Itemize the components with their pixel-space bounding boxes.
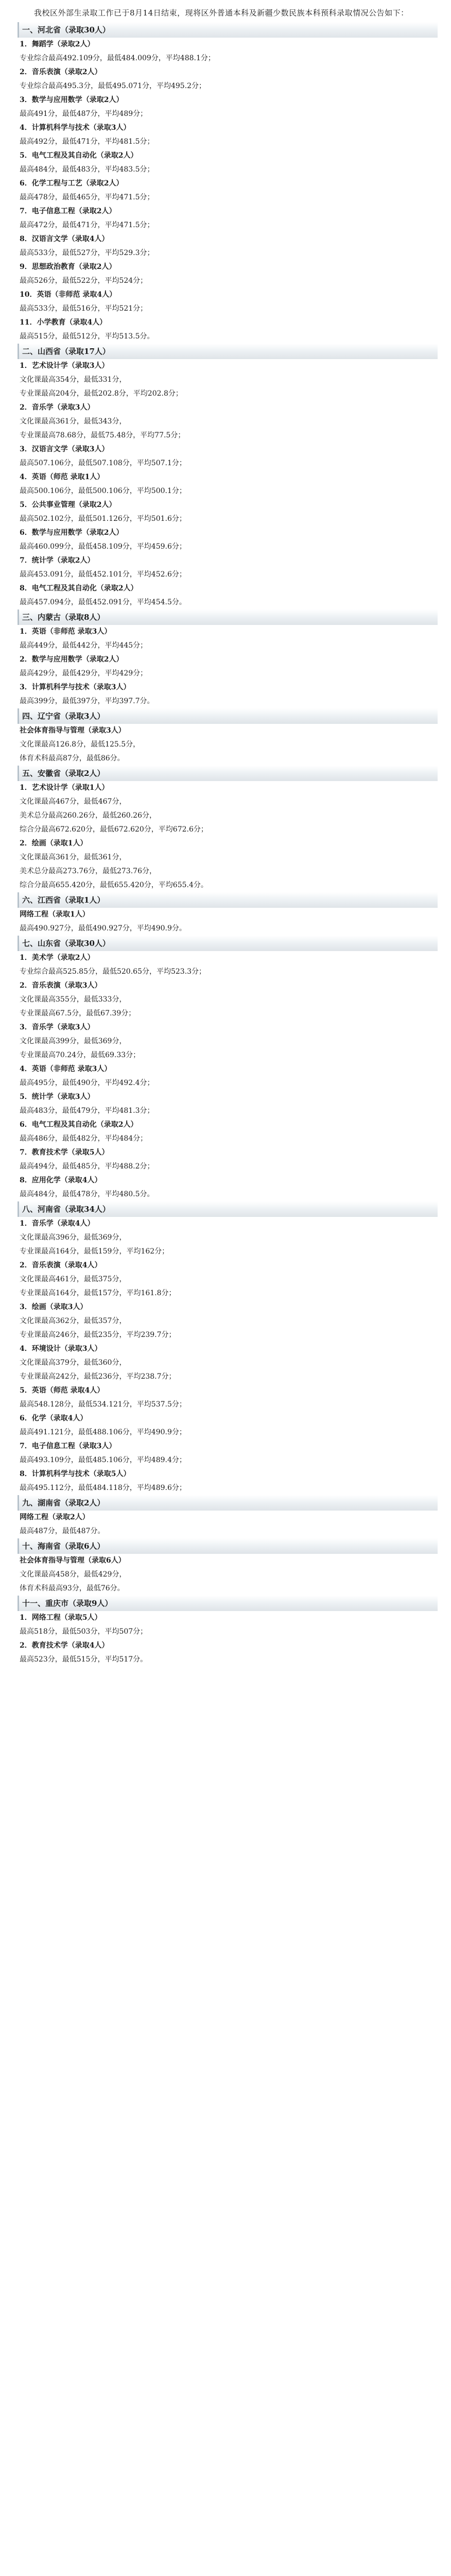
major-title: 8．汉语言文学（录取4人）	[20, 235, 109, 243]
major-title: 5．统计学（录取3人）	[20, 1093, 95, 1101]
score-line: 最高490.927分，最低490.927分，平均490.9分。	[20, 924, 186, 933]
score-line: 最高518分，最低503分，平均507分；	[20, 1628, 148, 1636]
score-line: 专业综合最高525.85分，最低520.65分，平均523.3分；	[20, 968, 206, 976]
major-title: 7．统计学（录取2人）	[20, 556, 95, 565]
major-title: 1．网络工程（录取5人）	[20, 1614, 102, 1622]
score-line: 最高495分，最低490分，平均492.4分；	[20, 1079, 154, 1087]
score-line: 文化课最高458分，最低429分，	[20, 1570, 127, 1579]
major-title: 8．应用化学（录取4人）	[20, 1176, 102, 1184]
major-title: 10．英语（非师范 录取4人）	[20, 291, 117, 299]
major-title: 1．英语（非师范 录取3人）	[20, 628, 112, 636]
score-line: 最高533分，最低516分，平均521分；	[20, 304, 148, 313]
score-line: 美术总分最高260.26分，最低260.26分，	[20, 811, 157, 820]
score-line: 专业综合最高495.3分，最低495.071分，平均495.2分；	[20, 82, 206, 90]
score-line: 专业综合最高492.109分，最低484.009分，平均488.1分；	[20, 54, 215, 62]
major-title: 9．思想政治教育（录取2人）	[20, 263, 116, 271]
score-line: 最高494分，最低485分，平均488.2分；	[20, 1162, 154, 1171]
major-title: 网络工程（录取2人）	[20, 1513, 90, 1521]
score-line: 文化课最高361分，最低361分，	[20, 853, 127, 861]
score-line: 最高429分，最低429分，平均429分；	[20, 669, 148, 677]
major-title: 11．小学教育（录取4人）	[20, 318, 107, 327]
major-title: 6．电气工程及其自动化（录取2人）	[20, 1121, 138, 1129]
score-line: 最高492分，最低471分，平均481.5分；	[20, 138, 154, 146]
score-line: 最高457.094分，最低452.091分，平均454.5分。	[20, 598, 186, 606]
major-title: 8．计算机科学与技术（录取5人）	[20, 1470, 131, 1478]
major-title: 2．音乐学（录取3人）	[20, 403, 95, 412]
major-title: 6．化学（录取4人）	[20, 1414, 88, 1422]
score-line: 最高484分，最低483分，平均483.5分；	[20, 165, 154, 174]
major-title: 7．教育技术学（录取5人）	[20, 1148, 109, 1157]
major-title: 5．电气工程及其自动化（录取2人）	[20, 151, 138, 160]
score-line: 综合分最高655.420分，最低655.420分，平均655.4分。	[20, 881, 208, 889]
score-line: 专业课最高242分，最低236分，平均238.7分；	[20, 1372, 176, 1381]
major-title: 社会体育指导与管理（录取6人）	[20, 1556, 126, 1565]
score-line: 体育术科最高93分，最低76分。	[20, 1584, 125, 1592]
province-heading: 六、江西省（录取1人）	[18, 892, 438, 908]
score-line: 文化课最高467分，最低467分，	[20, 798, 127, 806]
score-line: 最高487分，最低487分。	[20, 1527, 105, 1535]
major-title: 3．汉语言文学（录取3人）	[20, 445, 109, 453]
score-line: 最高548.128分，最低534.121分，平均537.5分；	[20, 1400, 186, 1409]
major-title: 6．数学与应用数学（录取2人）	[20, 529, 124, 537]
major-title: 2．数学与应用数学（录取2人）	[20, 655, 124, 664]
major-title: 7．电子信息工程（录取2人）	[20, 207, 116, 215]
score-line: 最高460.099分，最低458.109分，平均459.6分；	[20, 543, 186, 551]
score-line: 文化课最高396分，最低369分，	[20, 1233, 127, 1242]
score-line: 最高507.106分，最低507.108分，平均507.1分；	[20, 459, 186, 467]
score-line: 最高523分，最低515分，平均517分。	[20, 1655, 148, 1664]
major-title: 1．音乐学（录取4人）	[20, 1219, 95, 1228]
score-line: 最高500.106分，最低500.106分，平均500.1分；	[20, 487, 186, 495]
major-title: 2．教育技术学（录取4人）	[20, 1641, 109, 1650]
major-title: 3．计算机科学与技术（录取3人）	[20, 683, 131, 691]
province-heading: 一、河北省（录取30人）	[18, 22, 438, 38]
score-line: 文化课最高399分，最低369分，	[20, 1037, 127, 1045]
admission-list	[18, 22, 438, 1667]
score-line: 最高526分，最低522分，平均524分；	[20, 277, 148, 285]
score-line: 专业课最高78.68分，最低75.48分，平均77.5分；	[20, 431, 185, 439]
province-heading: 三、内蒙古（录取8人）	[18, 609, 438, 625]
province-heading: 二、山西省（录取17人）	[18, 344, 438, 359]
major-title: 4．环境设计（录取3人）	[20, 1345, 102, 1353]
score-line: 文化课最高355分，最低333分，	[20, 995, 127, 1004]
major-title: 2．音乐表演（录取3人）	[20, 981, 102, 990]
major-title: 网络工程（录取1人）	[20, 910, 90, 919]
major-title: 2．音乐表演（录取4人）	[20, 1261, 102, 1269]
score-line: 文化课最高361分，最低343分，	[20, 417, 127, 426]
major-title: 5．公共事业管理（录取2人）	[20, 501, 116, 509]
major-title: 3．数学与应用数学（录取2人）	[20, 96, 124, 104]
score-line: 综合分最高672.620分，最低672.620分，平均672.6分；	[20, 825, 208, 834]
score-line: 最高486分，最低482分，平均484分；	[20, 1134, 148, 1143]
score-line: 专业课最高70.24分，最低69.33分；	[20, 1051, 141, 1059]
major-title: 社会体育指导与管理（录取3人）	[20, 726, 126, 735]
score-line: 最高493.109分，最低485.106分，平均489.4分；	[20, 1456, 186, 1464]
province-heading: 十一、重庆市（录取9人）	[18, 1596, 438, 1611]
province-heading: 八、河南省（录取34人）	[18, 1201, 438, 1217]
score-line: 最高478分，最低465分，平均471.5分；	[20, 193, 154, 201]
score-line: 专业课最高164分，最低157分，平均161.8分；	[20, 1289, 176, 1297]
score-line: 专业课最高164分，最低159分，平均162分；	[20, 1247, 169, 1256]
major-title: 2．音乐表演（录取2人）	[20, 68, 102, 76]
score-line: 文化课最高379分，最低360分，	[20, 1359, 127, 1367]
major-title: 7．电子信息工程（录取3人）	[20, 1442, 116, 1450]
score-line: 最高491.121分，最低488.106分，平均490.9分；	[20, 1428, 186, 1436]
major-title: 4．英语（非师范 录取3人）	[20, 1065, 112, 1073]
province-heading: 九、湖南省（录取2人）	[18, 1495, 438, 1511]
score-line: 最高483分，最低479分，平均481.3分；	[20, 1107, 154, 1115]
score-line: 最高399分，最低397分，平均397.7分。	[20, 697, 154, 705]
score-line: 文化课最高354分，最低331分，	[20, 376, 127, 384]
score-line: 专业课最高204分，最低202.8分，平均202.8分；	[20, 389, 183, 398]
score-line: 文化课最高126.8分，最低125.5分，	[20, 740, 141, 749]
province-heading: 五、安徽省（录取2人）	[18, 766, 438, 781]
score-line: 最高495.112分，最低484.118分，平均489.6分；	[20, 1484, 186, 1492]
score-line: 最高484分，最低478分，平均480.5分。	[20, 1190, 154, 1198]
province-heading: 四、辽宁省（录取3人）	[18, 708, 438, 724]
score-line: 最高533分，最低527分，平均529.3分；	[20, 249, 154, 257]
score-line: 最高502.102分，最低501.126分，平均501.6分；	[20, 515, 186, 523]
major-title: 5．英语（师范 录取4人）	[20, 1386, 105, 1395]
major-title: 4．英语（师范 录取1人）	[20, 473, 105, 481]
score-line: 最高515分，最低512分，平均513.5分。	[20, 332, 154, 341]
intro-paragraph: 我校区外部生录取工作已于8月14日结束，现将区外普通本科及新疆少数民族本科预科录取情况公告如下：	[34, 8, 409, 18]
major-title: 1．艺术设计学（录取1人）	[20, 784, 109, 792]
score-line: 美术总分最高273.76分，最低273.76分，	[20, 867, 157, 875]
major-title: 2．绘画（录取1人）	[20, 839, 88, 848]
major-title: 1．美术学（录取2人）	[20, 954, 95, 962]
score-line: 专业课最高246分，最低235分，平均239.7分；	[20, 1331, 176, 1339]
province-heading: 七、山东省（录取30人）	[18, 936, 438, 951]
major-title: 3．绘画（录取3人）	[20, 1303, 88, 1311]
score-line: 最高491分，最低487分，平均489分；	[20, 110, 148, 118]
score-line: 体育术科最高87分，最低86分。	[20, 754, 125, 762]
score-line: 最高453.091分，最低452.101分，平均452.6分；	[20, 570, 186, 579]
major-title: 8．电气工程及其自动化（录取2人）	[20, 584, 138, 592]
score-line: 最高449分，最低442分，平均445分；	[20, 641, 148, 650]
major-title: 3．音乐学（录取3人）	[20, 1023, 95, 1031]
major-title: 1．舞蹈学（录取2人）	[20, 40, 95, 48]
major-title: 1．艺术设计学（录取3人）	[20, 362, 109, 370]
score-line: 专业课最高67.5分，最低67.39分；	[20, 1009, 136, 1018]
major-title: 4．计算机科学与技术（录取3人）	[20, 124, 131, 132]
score-line: 文化课最高461分，最低375分，	[20, 1275, 127, 1283]
score-line: 文化课最高362分，最低357分，	[20, 1317, 127, 1325]
major-title: 6．化学工程与工艺（录取2人）	[20, 179, 124, 188]
province-heading: 十、海南省（录取6人）	[18, 1538, 438, 1554]
score-line: 最高472分，最低471分，平均471.5分；	[20, 221, 154, 229]
